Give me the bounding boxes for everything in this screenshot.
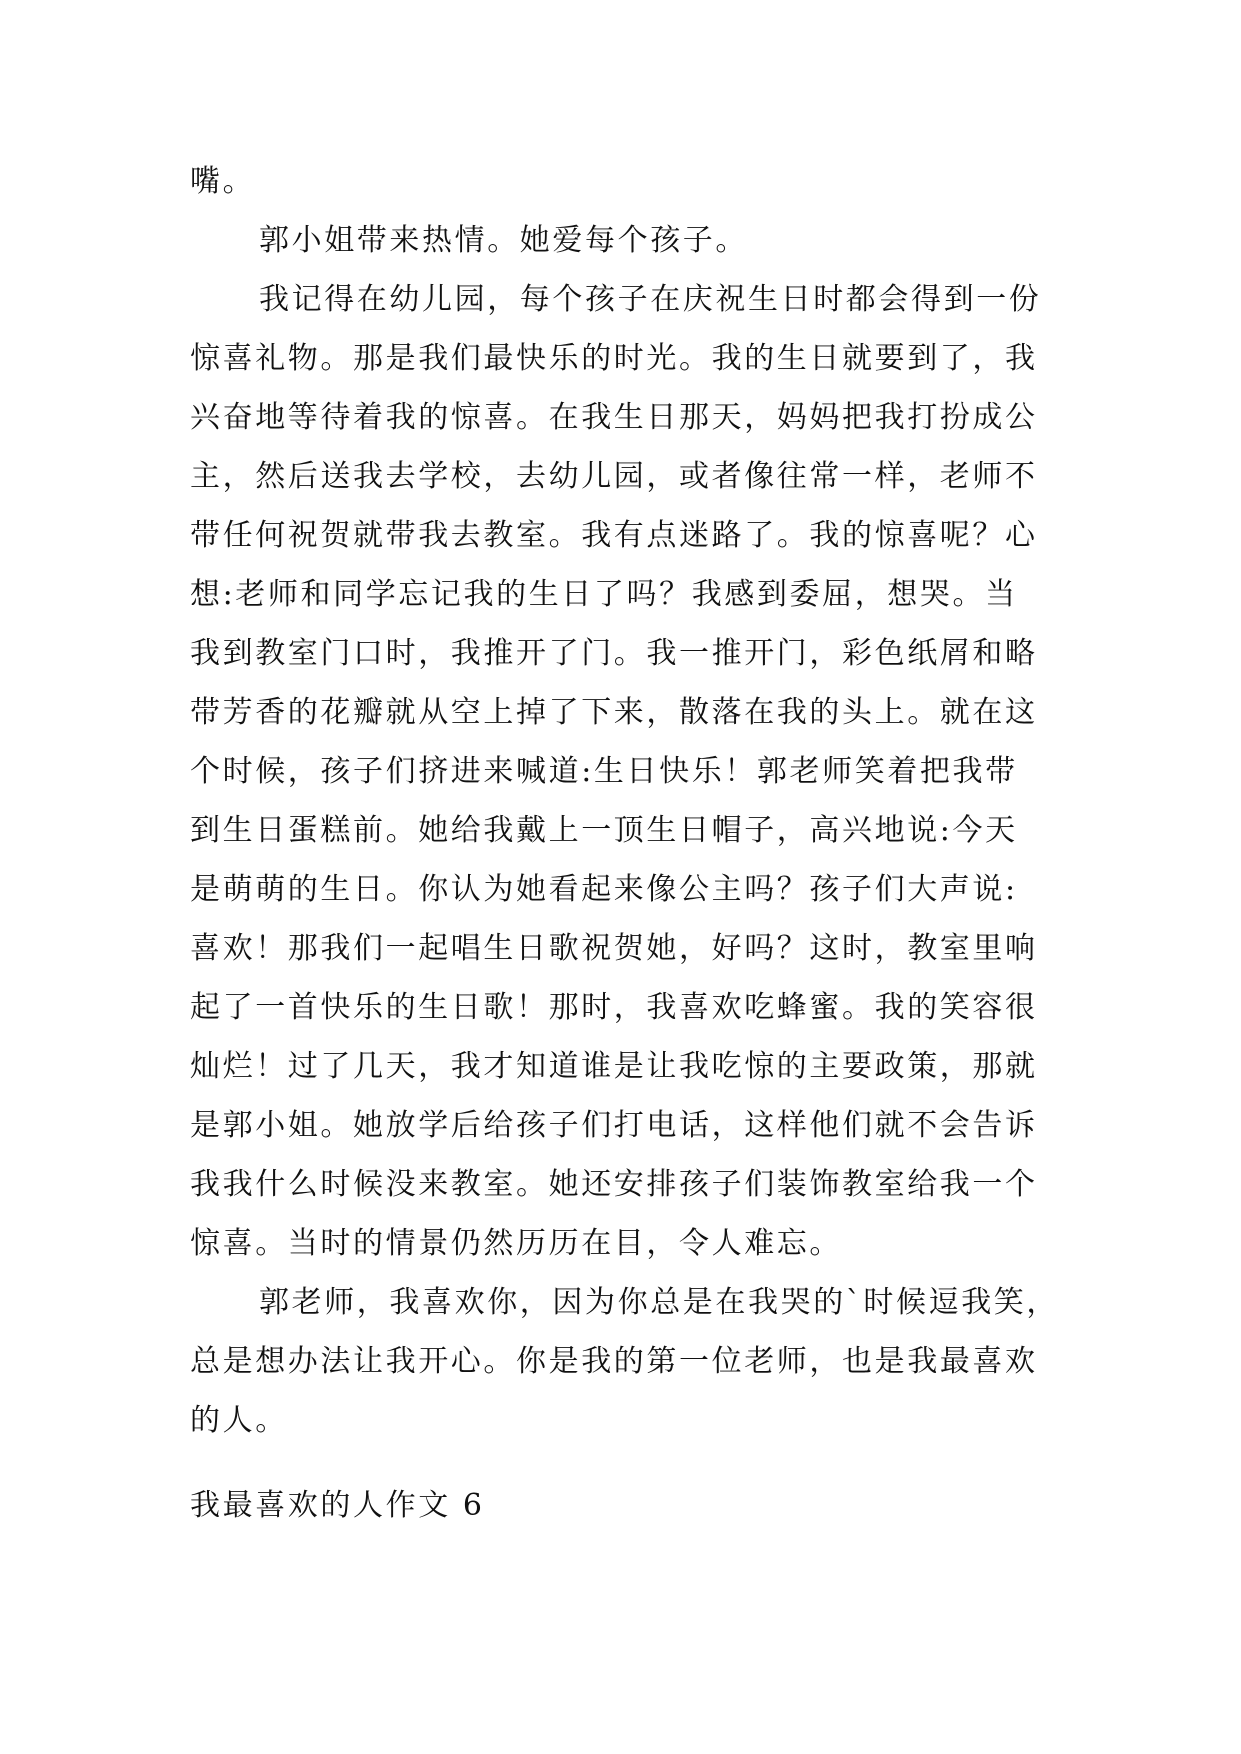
text-line: 到生日蛋糕前。她给我戴上一顶生日帽子，高兴地说:今天 [190,813,1018,848]
text-line: 喜欢！那我们一起唱生日歌祝贺她，好吗？这时，教室里响 [190,931,1038,966]
text-line: 个时候，孩子们挤进来喊道:生日快乐！郭老师笑着把我带 [190,754,1018,789]
text-line: 嘴。 [190,164,256,199]
text-line: 惊喜礼物。那是我们最快乐的时光。我的生日就要到了，我 [190,341,1038,376]
paragraph [190,152,1050,211]
paragraph [190,1273,1059,1450]
paragraph [190,270,1050,1273]
document-body [190,152,1059,1450]
text-line: 是郭小姐。她放学后给孩子们打电话，这样他们就不会告诉 [190,1108,1038,1143]
text-line: 惊喜。当时的情景仍然历历在目，令人难忘。 [190,1226,842,1261]
text-line: 兴奋地等待着我的惊喜。在我生日那天，妈妈把我打扮成公 [190,400,1038,435]
text-line: 想:老师和同学忘记我的生日了吗？我感到委屈，想哭。当 [190,577,1018,612]
paragraph [190,211,1050,270]
text-line: 我到教室门口时，我推开了门。我一推开门，彩色纸屑和略 [190,636,1038,671]
text-line: 郭小姐带来热情。她爱每个孩子。 [259,223,748,258]
text-line: 的人。 [190,1403,288,1438]
text-line: 主，然后送我去学校，去幼儿园，或者像往常一样，老师不 [190,459,1038,494]
text-line: 是萌萌的生日。你认为她看起来像公主吗？孩子们大声说: [190,872,1018,907]
text-line: 我我什么时候没来教室。她还安排孩子们装饰教室给我一个 [190,1167,1038,1202]
text-line: 我记得在幼儿园，每个孩子在庆祝生日时都会得到一份 [259,282,1042,317]
text-line: 带任何祝贺就带我去教室。我有点迷路了。我的惊喜呢？心 [190,518,1038,553]
section-heading: 我最喜欢的人作文 6 [190,1488,485,1523]
text-line: 郭老师，我喜欢你，因为你总是在我哭的`时候逗我笑， [259,1285,1059,1320]
text-line: 起了一首快乐的生日歌！那时，我喜欢吃蜂蜜。我的笑容很 [190,990,1038,1025]
text-line: 灿烂！过了几天，我才知道谁是让我吃惊的主要政策，那就 [190,1049,1038,1084]
text-line: 总是想办法让我开心。你是我的第一位老师，也是我最喜欢 [190,1344,1038,1379]
text-line: 带芳香的花瓣就从空上掉了下来，散落在我的头上。就在这 [190,695,1038,730]
